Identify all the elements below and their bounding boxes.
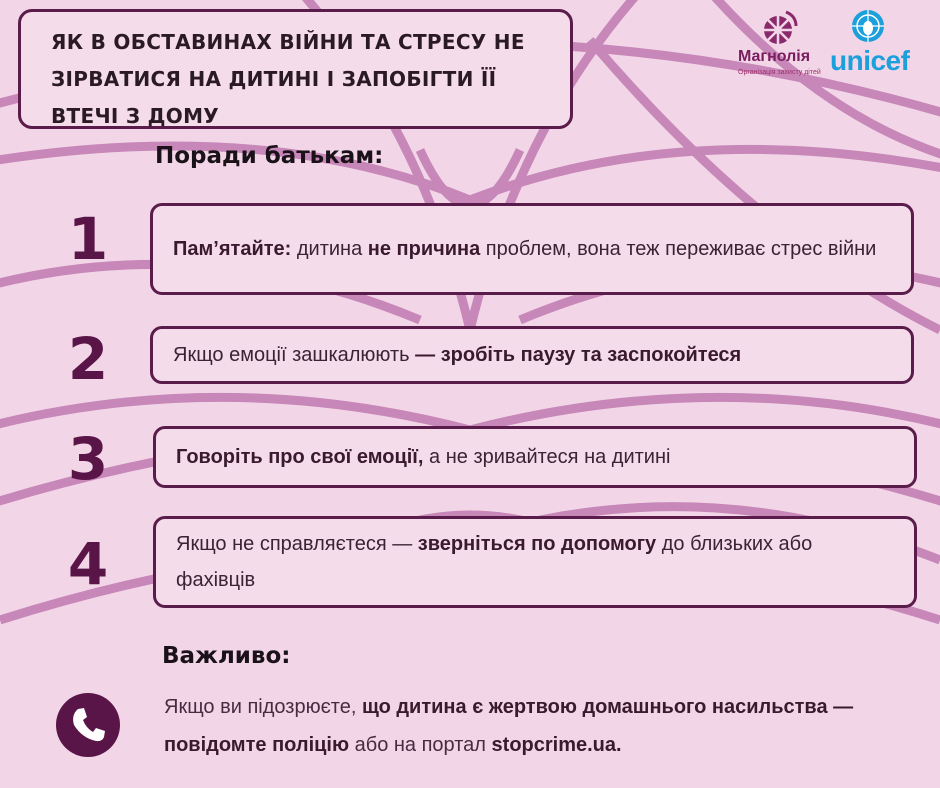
unicef-wordmark: unicef [830, 45, 910, 76]
tip-4 [153, 516, 917, 608]
title-box [18, 9, 573, 129]
tip-number-3: 3 [67, 425, 109, 493]
tip-number-1: 1 [67, 205, 109, 273]
tip-1-part-3: не причина [367, 238, 481, 260]
tip-3-part-1: Говоріть про свої емоції, [176, 446, 424, 468]
magnolia-logo-icon [764, 12, 796, 44]
tip-1-part-2: дитина [291, 238, 368, 260]
important-note-text [164, 696, 853, 756]
tip-1-part-1: Пам’ятайте: [173, 238, 292, 260]
important-note-part-2: що дитина є жертвою домашнього насильства — повідомте поліцію [164, 696, 854, 756]
tip-1-part-4: проблем, вона теж переживає стрес війни [480, 238, 877, 260]
important-heading: Важливо: [162, 643, 291, 669]
title-line-3: ВТЕЧІ З ДОМУ [51, 104, 220, 128]
tip-3 [153, 426, 917, 488]
tip-1 [150, 203, 914, 295]
section-title: Поради батькам: [155, 143, 384, 169]
tip-2-part-1: Якщо емоції зашкалюють [173, 344, 416, 366]
magnolia-name: Магнолія [738, 48, 811, 65]
title-line-2: ЗІРВАТИСЯ НА ДИТИНІ І ЗАПОБІГТИ ЇЇ [51, 67, 497, 91]
important-note [164, 688, 924, 764]
phone-icon [56, 693, 120, 757]
important-note-part-3: або на портал [349, 734, 492, 756]
important-note-part-1: Якщо ви підозрюєте, [164, 696, 362, 718]
tip-number-4: 4 [67, 530, 109, 598]
tip-number-2: 2 [67, 325, 109, 393]
tip-2 [150, 326, 914, 384]
tip-1-text [173, 231, 876, 267]
tip-3-part-2: а не зривайтеся на дитині [423, 446, 671, 468]
unicef-globe-icon [852, 10, 884, 42]
tip-4-part-1: Якщо не справляєтеся — [176, 533, 418, 555]
magnolia-subtitle: Організація захисту дітей [738, 69, 821, 76]
title-line-1: ЯК В ОБСТАВИНАХ ВІЙНИ ТА СТРЕСУ НЕ [51, 30, 525, 54]
tip-3-text [176, 439, 670, 475]
tip-4-text [176, 526, 894, 598]
tip-4-part-3: до близьких або фахівців [176, 533, 813, 591]
important-note-part-4: stopcrime.ua. [491, 734, 622, 756]
tip-2-part-2: — зробіть паузу та заспокойтеся [415, 344, 742, 366]
tip-2-text [173, 337, 741, 373]
tip-4-part-2: зверніться по допомогу [417, 533, 657, 555]
